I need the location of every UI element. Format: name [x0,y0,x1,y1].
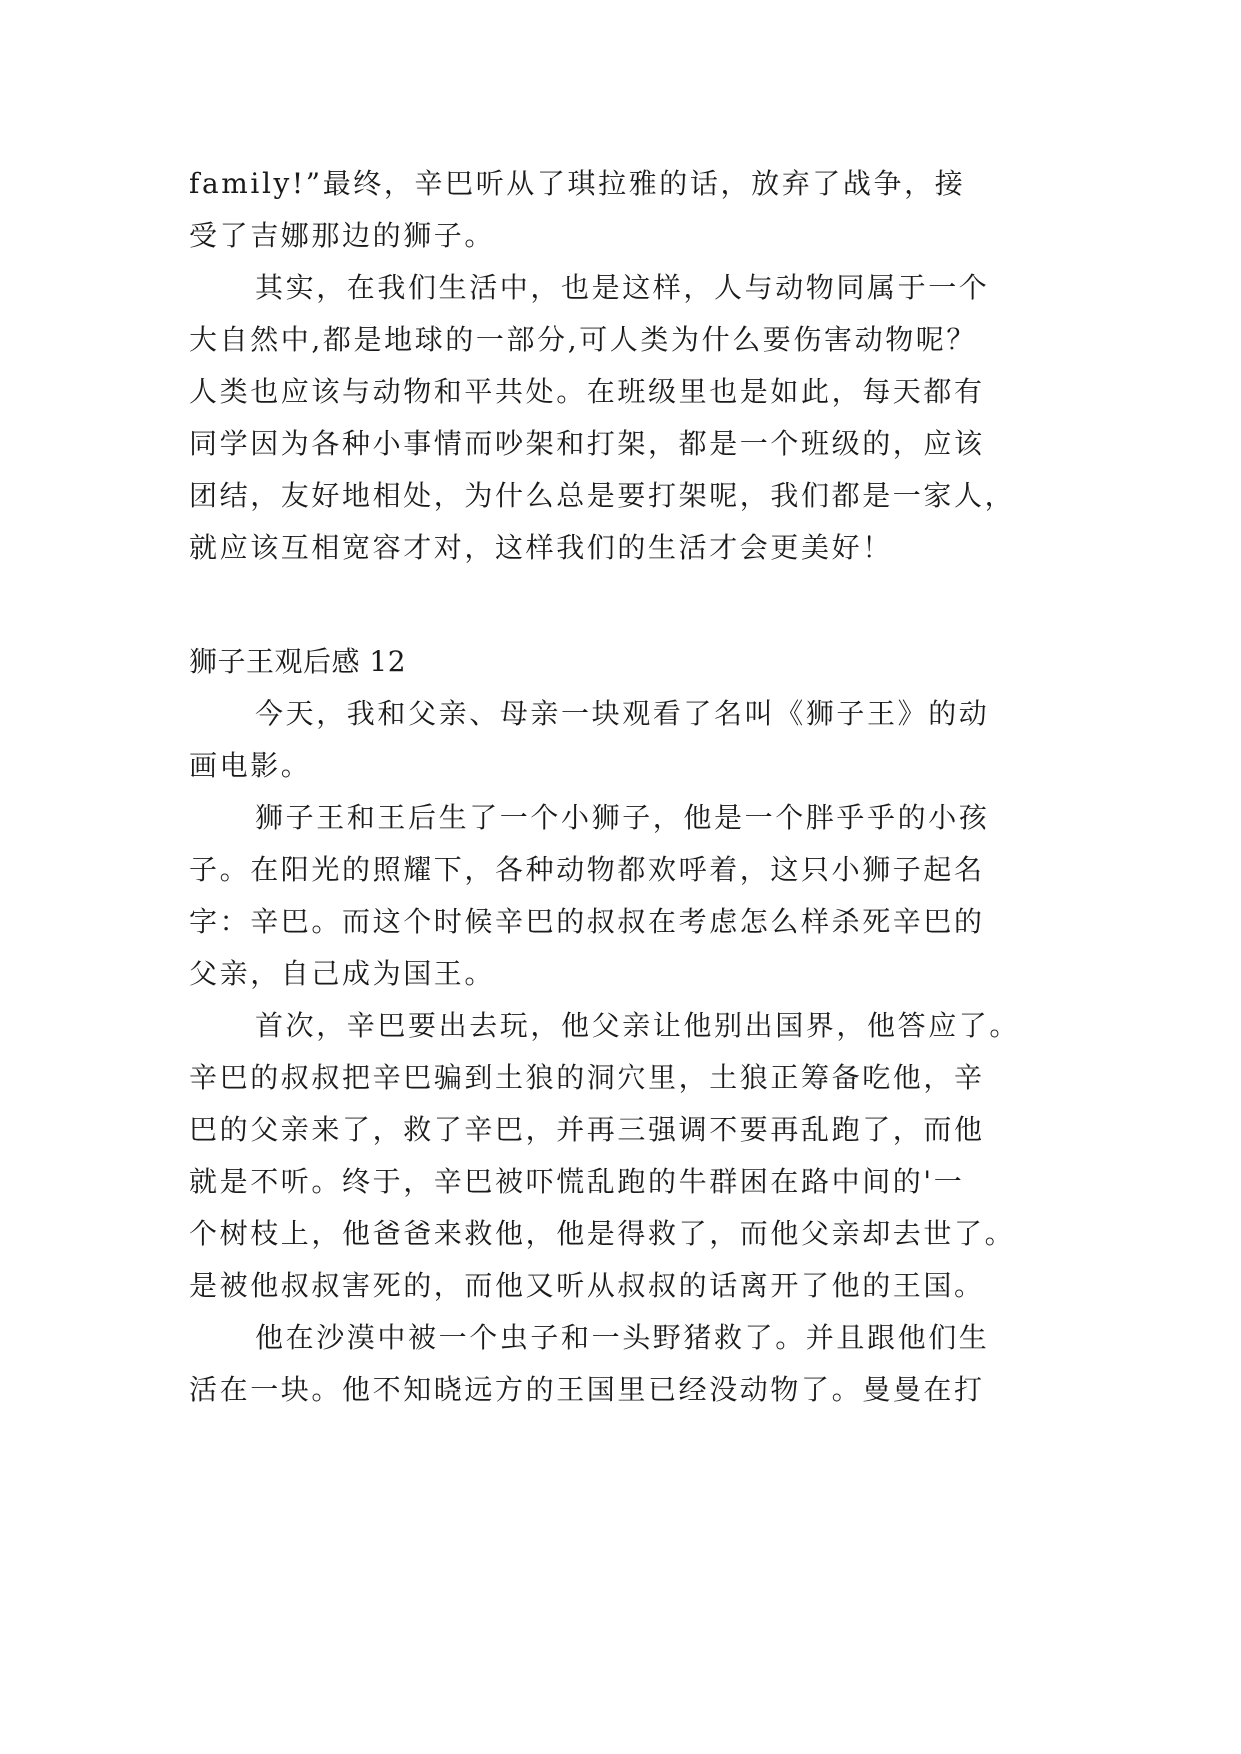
text-line: 字：辛巴。而这个时候辛巴的叔叔在考虑怎么样杀死辛巴的 [189,905,985,938]
paragraph [189,262,1069,574]
text-line: 首次，辛巴要出去玩，他父亲让他别出国界，他答应了。 [255,1009,1021,1042]
text-line: 就应该互相宽容才对，这样我们的生活才会更美好！ [189,531,893,564]
paragraph [189,792,1069,1000]
text-line: 个树枝上，他爸爸来救他，他是得救了，而他父亲却去世了。 [189,1217,1016,1250]
text-line: 狮子王和王后生了一个小狮子，他是一个胖乎乎的小孩 [255,801,990,834]
section-title: 狮子王观后感 12 [189,645,407,678]
text-line: 人类也应该与动物和平共处。在班级里也是如此，每天都有 [189,375,985,408]
section-spacer [189,574,1069,636]
paragraph [189,1312,1069,1416]
text-line: 其实，在我们生活中，也是这样，人与动物同属于一个 [255,271,990,304]
text-line: 同学因为各种小事情而吵架和打架，都是一个班级的，应该 [189,427,985,460]
text-line: 活在一块。他不知晓远方的王国里已经没动物了。曼曼在打 [189,1373,985,1406]
text-line: 画电影。 [189,749,312,782]
text-line: 今天，我和父亲、母亲一块观看了名叫《狮子王》的动 [255,697,990,730]
paragraph-continuation [189,158,1069,262]
document-page [189,158,1069,1416]
paragraph [189,1000,1069,1312]
text-line: 团结，友好地相处，为什么总是要打架呢，我们都是一家人， [189,479,1016,512]
paragraph [189,688,1069,792]
text-line: 是被他叔叔害死的，而他又听从叔叔的话离开了他的王国。 [189,1269,985,1302]
text-line: 他在沙漠中被一个虫子和一头野猪救了。并且跟他们生 [255,1321,990,1354]
text-line: 辛巴的叔叔把辛巴骗到土狼的洞穴里，土狼正筹备吃他，辛 [189,1061,985,1094]
text-line: 子。在阳光的照耀下，各种动物都欢呼着，这只小狮子起名 [189,853,985,886]
text-line: 就是不听。终于，辛巴被吓慌乱跑的牛群困在路中间的'一 [189,1165,965,1198]
text-line: family!”最终，辛巴听从了琪拉雅的话，放弃了战争，接 [189,167,966,200]
text-line: 大自然中,都是地球的一部分,可人类为什么要伤害动物呢？ [189,323,978,356]
text-line: 受了吉娜那边的狮子。 [189,219,496,252]
text-line: 父亲，自己成为国王。 [189,957,496,990]
text-line: 巴的父亲来了，救了辛巴，并再三强调不要再乱跑了，而他 [189,1113,985,1146]
